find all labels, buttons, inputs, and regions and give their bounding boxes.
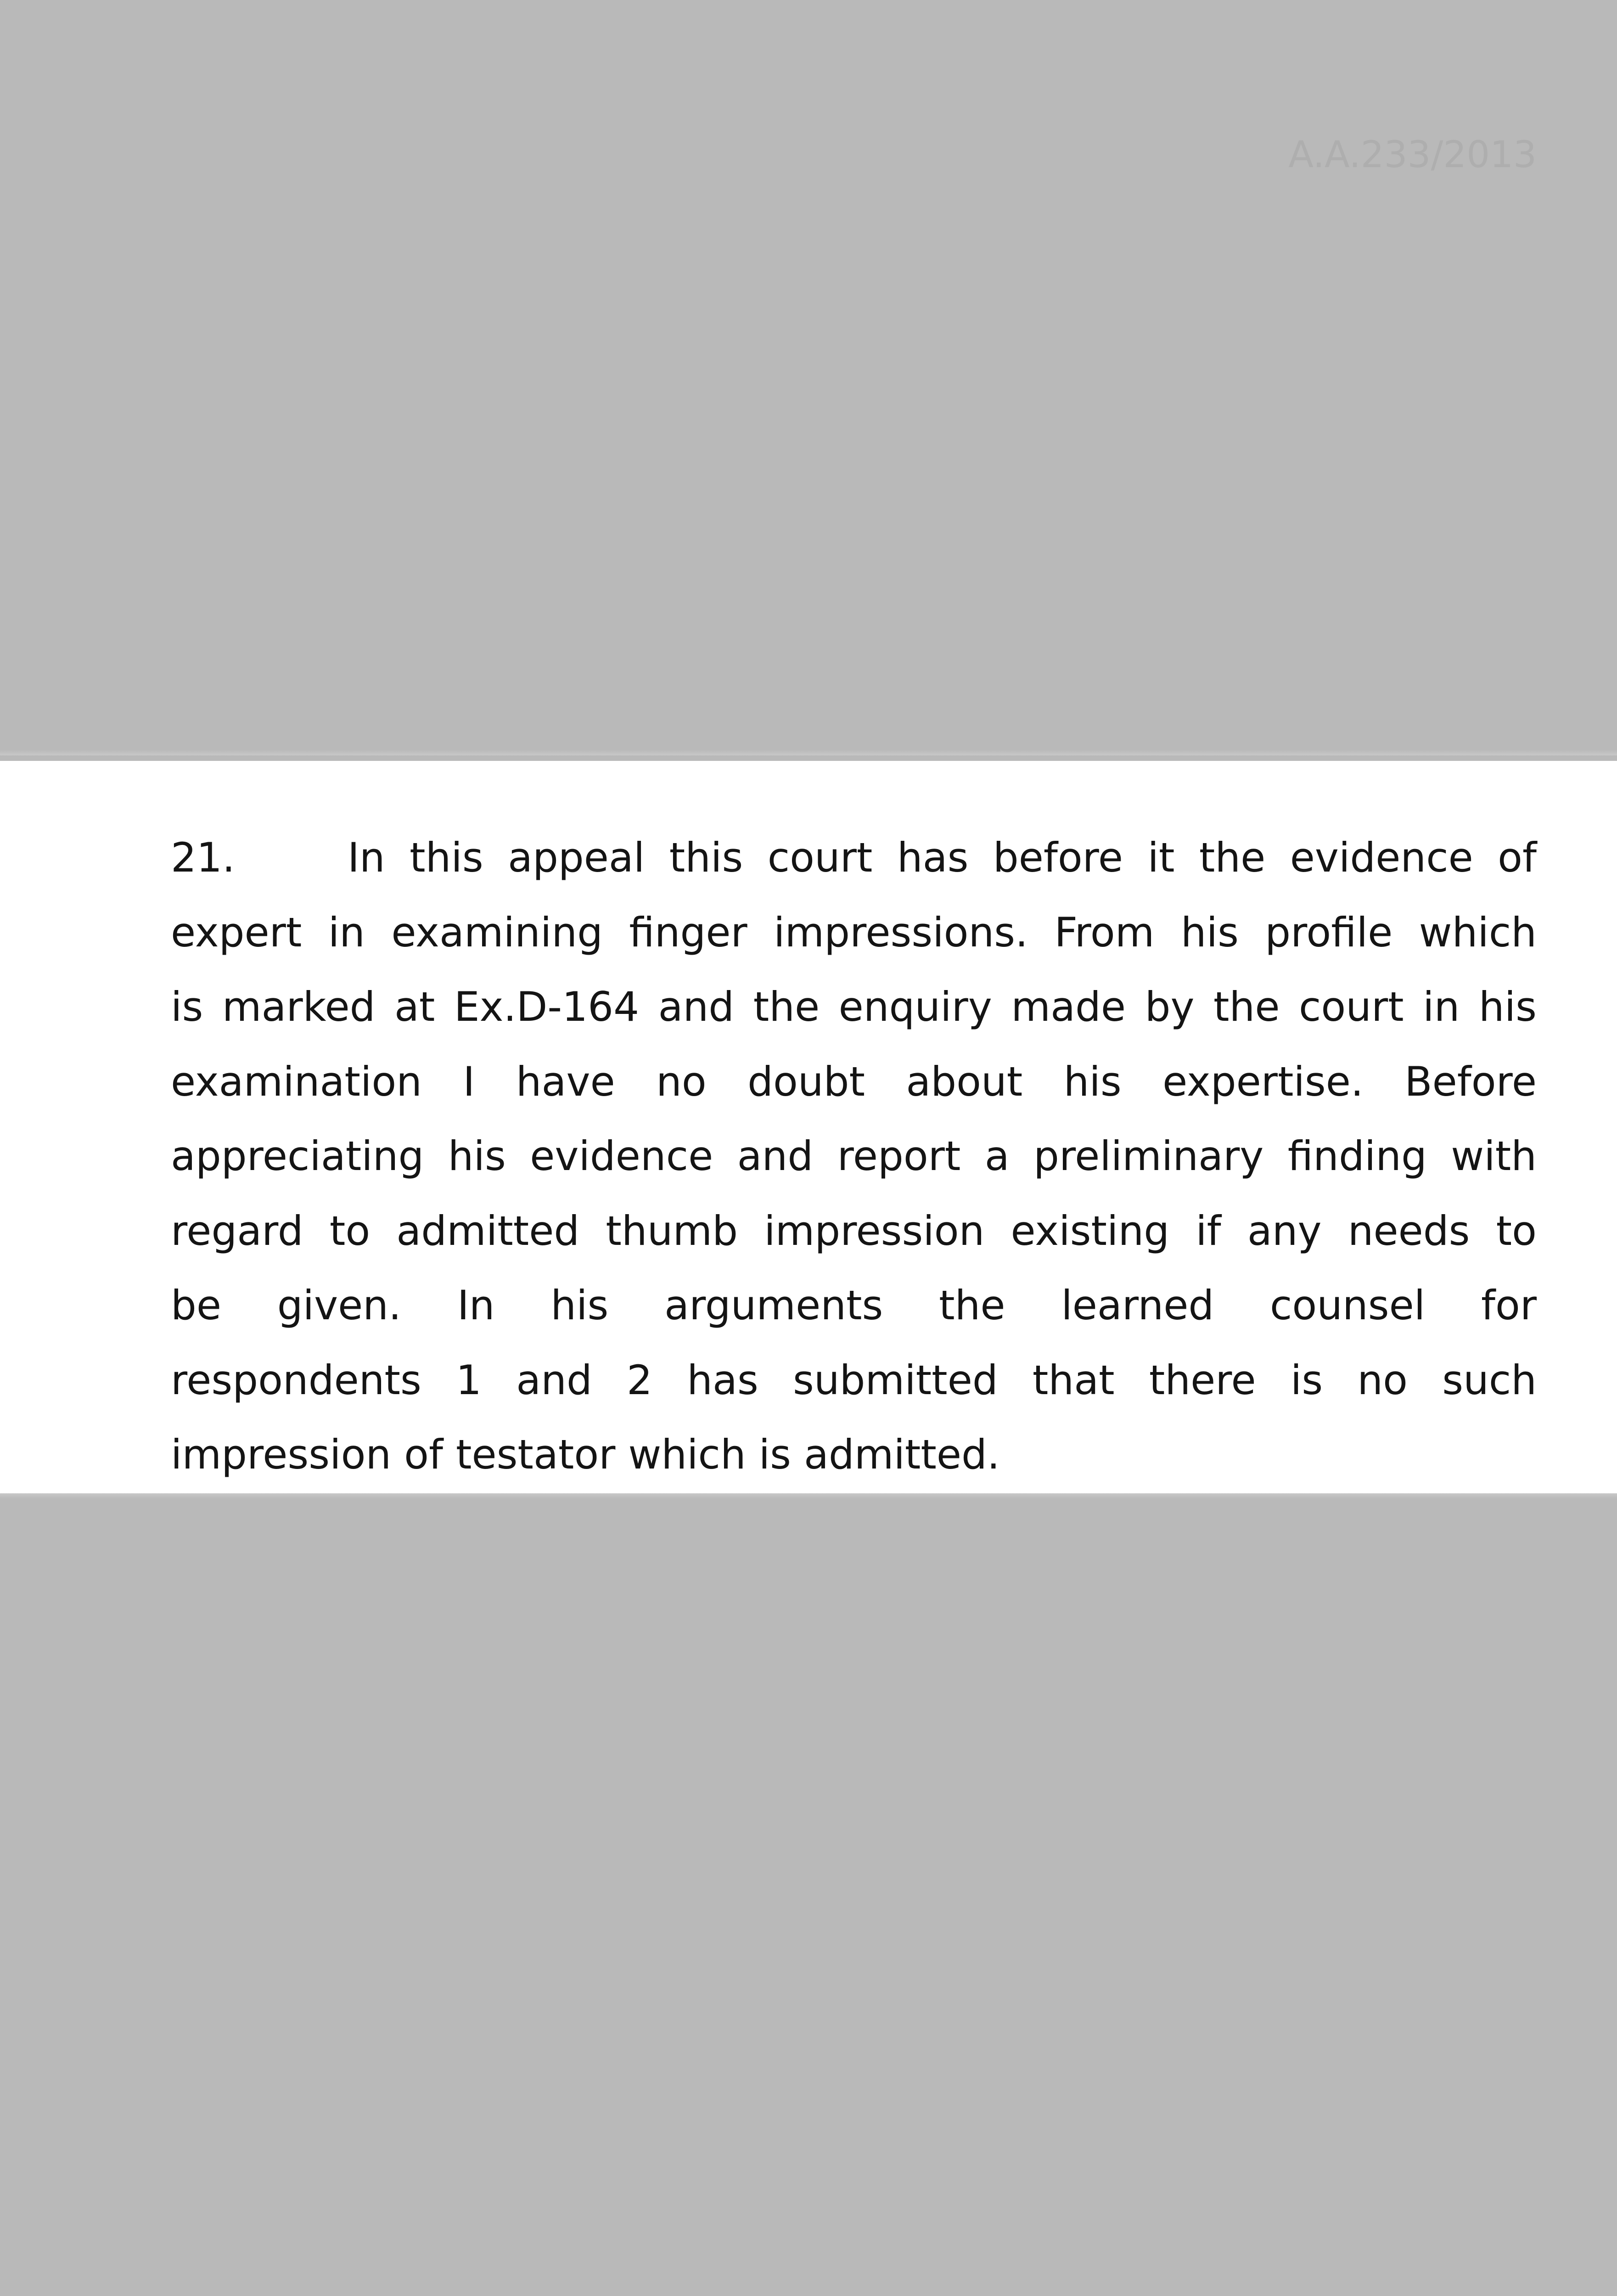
paragraph-line: regard to admitted thumb impression existing if any needs to xyxy=(171,1207,1537,1255)
paragraph-line: 21. In this appeal this court has before it the evidence of xyxy=(171,834,1537,881)
paragraph-line: examination I have no doubt about his expertise. Before xyxy=(171,1058,1537,1105)
shaded-region-top xyxy=(0,0,1617,755)
paragraph-21 xyxy=(171,821,1537,1492)
paragraph-line: expert in examining finger impressions. From his profile which xyxy=(171,908,1537,956)
paragraph-line: respondents 1 and 2 has submitted that there is no such xyxy=(171,1356,1537,1404)
paragraph-line: appreciating his evidence and report a preliminary finding with xyxy=(171,1132,1537,1180)
paragraph-number: 21. xyxy=(171,834,235,881)
shaded-region-bottom xyxy=(0,1493,1617,2296)
highlighted-paragraph-region xyxy=(0,761,1617,1493)
case-number: A.A.233/2013 xyxy=(1288,133,1537,176)
paragraph-line: impression of testator which is admitted. xyxy=(171,1431,1000,1478)
paragraph-line: is marked at Ex.D-164 and the enquiry made by the court in his xyxy=(171,983,1537,1030)
paragraph-line: be given. In his arguments the learned counsel for xyxy=(171,1282,1537,1329)
